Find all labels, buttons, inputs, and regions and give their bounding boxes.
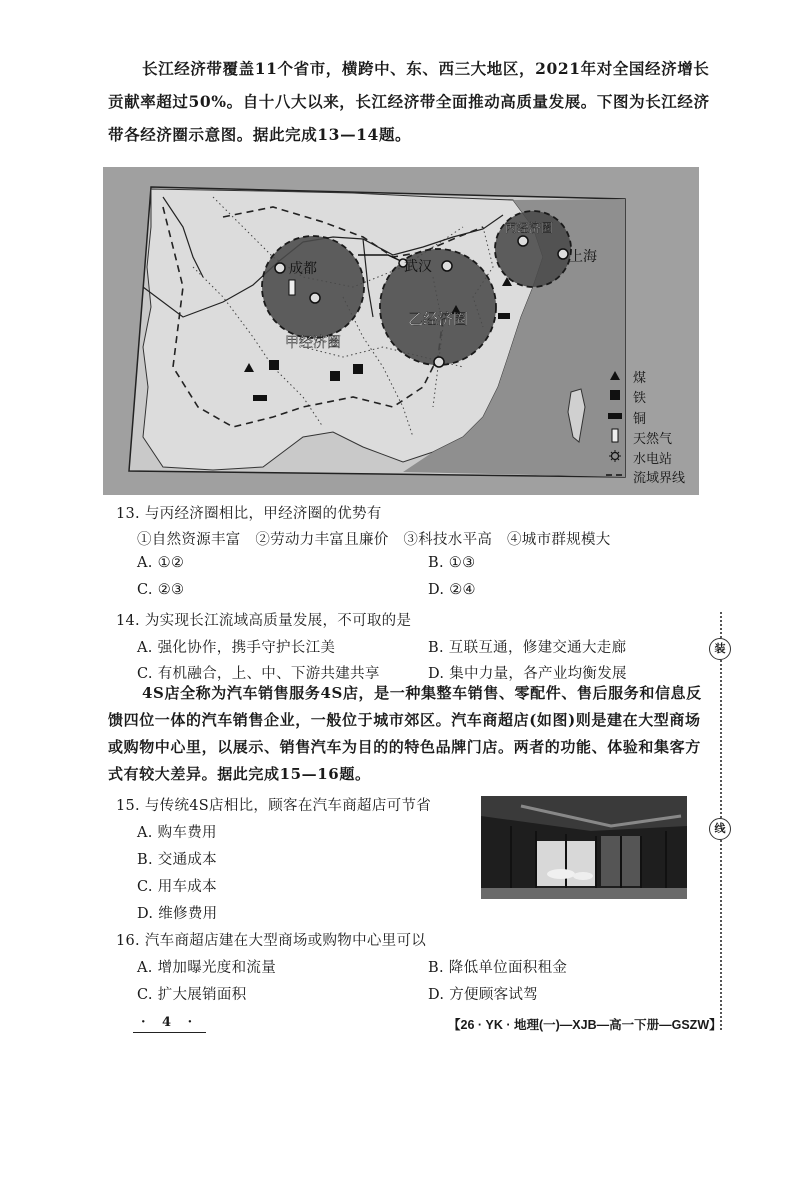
exam-code: 【26 · YK · 地理(一)—XJB—高一下册—GSZW】	[448, 1018, 722, 1032]
city-chengdu-marker	[275, 263, 285, 273]
map-graphic	[103, 167, 699, 495]
question-14-option-b[interactable]: B. 互联互通，修建交通大走廊	[428, 640, 627, 656]
legend-gas-icon	[612, 429, 618, 442]
legend-label-gas: 天然气	[633, 432, 673, 447]
circle-jia	[262, 236, 364, 338]
question-16-option-b[interactable]: B. 降低单位面积租金	[428, 960, 568, 976]
question-15-option-c[interactable]: C. 用车成本	[137, 879, 217, 895]
city-marker	[310, 293, 320, 303]
city-shanghai-marker	[558, 249, 568, 259]
legend-copper-icon	[608, 413, 622, 419]
question-16-option-c[interactable]: C. 扩大展销面积	[137, 987, 247, 1003]
question-15-option-b[interactable]: B. 交通成本	[137, 852, 217, 868]
question-15-stem: 15. 与传统4S店相比，顾客在汽车商超店可节省	[116, 798, 432, 814]
question-13-option-c[interactable]: C. ②③	[137, 582, 185, 598]
binding-mark-zhuang: 装	[709, 638, 731, 660]
intro-paragraph-1	[108, 52, 720, 151]
question-15-option-a[interactable]: A. 购车费用	[137, 825, 217, 841]
question-14-option-c[interactable]: C. 有机融合，上、中、下游共建共享	[137, 666, 380, 682]
label-bing-circle: 丙经济圈	[505, 221, 554, 235]
question-14-option-d[interactable]: D. 集中力量，各产业均衡发展	[428, 666, 627, 682]
yangtze-economic-belt-map	[103, 167, 699, 495]
question-14-option-a[interactable]: A. 强化协作，携手守护长江美	[137, 640, 336, 656]
question-16-option-d[interactable]: D. 方便顾客试驾	[428, 987, 539, 1003]
legend-label-hydro: 水电站	[633, 452, 673, 467]
intro-text-2: 4S店全称为汽车销售服务4S店，是一种集整车销售、零配件、售后服务和信息反馈四位一体的汽车销售企业，一般位于城市郊区。汽车商超店(如图)则是建在大型商场或购物中心里，以展示、销售汽车为目的的特色品牌门店。两者的功能、体验和集客方式有较大差异。据此完成15—16题。	[108, 684, 702, 783]
label-shanghai: 上海	[569, 249, 597, 265]
legend-label-coal: 煤	[633, 371, 647, 386]
label-yi-circle: 乙经济圈	[408, 310, 469, 328]
question-16-option-a[interactable]: A. 增加曝光度和流量	[137, 960, 276, 976]
question-15-option-d[interactable]: D. 维修费用	[137, 906, 218, 922]
binding-mark-xian: 线	[709, 818, 731, 840]
question-13-option-d[interactable]: D. ②④	[428, 582, 476, 598]
legend-iron-icon	[610, 390, 620, 400]
intro-text-1: 长江经济带覆盖11个省市，横跨中、东、西三大地区，2021年对全国经济增长贡献率超过50%。自十八大以来，长江经济带全面推动高质量发展。下图为长江经济带各经济圈示意图。据此完成13—14题。	[108, 59, 710, 144]
label-wuhan: 武汉	[404, 259, 432, 275]
question-13-option-b[interactable]: B. ①③	[428, 555, 476, 571]
circle-yi	[380, 249, 496, 365]
page-number: · 4 ·	[133, 1015, 206, 1033]
city-marker	[518, 236, 528, 246]
label-jia-circle: 甲经济圈	[285, 335, 341, 351]
question-13-option-a[interactable]: A. ①②	[137, 555, 185, 571]
intro-paragraph-2	[108, 680, 708, 788]
legend-label-iron: 铁	[633, 391, 647, 406]
legend-label-copper: 铜	[633, 412, 647, 427]
question-13-statements: ①自然资源丰富 ②劳动力丰富且廉价 ③科技水平高 ④城市群规模大	[137, 532, 611, 548]
question-13-stem: 13. 与丙经济圈相比，甲经济圈的优势有	[116, 506, 382, 522]
label-chengdu: 成都	[289, 261, 317, 277]
question-14-stem: 14. 为实现长江流域高质量发展，不可取的是	[116, 613, 412, 629]
car-showroom-photo	[481, 796, 687, 899]
showroom-image	[481, 796, 687, 899]
question-16-stem: 16. 汽车商超店建在大型商场或购物中心里可以	[116, 933, 427, 949]
city-wuhan-marker	[442, 261, 452, 271]
gas-well-marker	[289, 280, 295, 295]
city-marker	[434, 357, 444, 367]
legend-label-boundary: 流域界线	[633, 471, 686, 486]
